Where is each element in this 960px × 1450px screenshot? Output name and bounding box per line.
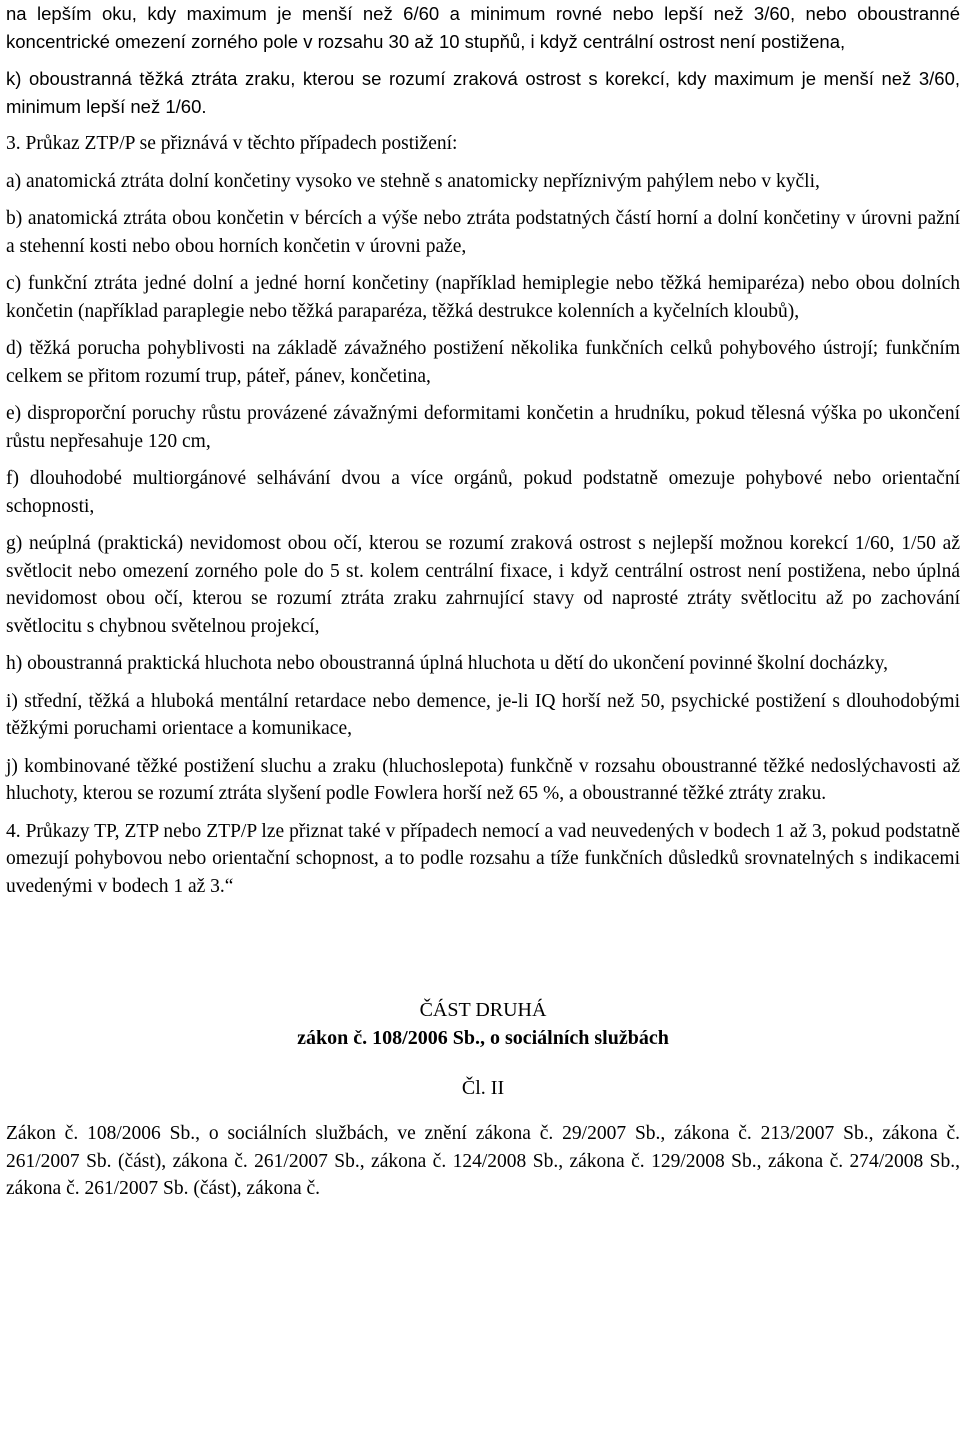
section-3-item-g: g) neúplná (praktická) nevidomost obou očí, kterou se rozumí zraková ostrost s nejlepší možnou korekcí 1/60, 1/50 až světlocit nebo omezení zorného pole do 5 st. kolem centrální fixace, i když centrální ostrost není postižena, nebo úplná nevidomost obou očí, kterou se rozumí ztráta zraku zahrnující stavy od naprosté ztráty světlocitu až po zachování světlocitu s chybnou světelnou projekcí,	[6, 533, 960, 637]
section-3-item-d: d) těžká porucha pohyblivosti na základě závažného postižení několika funkčních celků pohybového ústrojí; funkčním celkem se přitom rozumí trup, páteř, pánev, končetina,	[6, 338, 960, 387]
section-3-item-h: h) oboustranná praktická hluchota nebo oboustranná úplná hluchota u dětí do ukončení povinné školní docházky,	[6, 653, 888, 674]
section-3-item-j: j) kombinované těžké postižení sluchu a zraku (hluchoslepota) funkčně v rozsahu oboustranné těžké nedoslýchavosti až hluchoty, kterou se rozumí ztráta slyšení podle Fowlera horší než 65 %, a oboustranné těžké ztráty zraku.	[6, 755, 960, 804]
law-amendments-paragraph: Zákon č. 108/2006 Sb., o sociálních službách, ve znění zákona č. 29/2007 Sb., zákona č. 213/2007 Sb., zákona č. 261/2007 Sb. (část), zákona č. 261/2007 Sb., zákona č. 124/2008 Sb., zákona č. 129/2008 Sb., zákona č. 274/2008 Sb., zákona č. 261/2007 Sb. (část), zákona č.	[6, 1123, 960, 1199]
article-heading: Čl. II	[461, 1077, 505, 1099]
section-3-item-c: c) funkční ztráta jedné dolní a jedné horní končetiny (například hemiplegie nebo těžká hemiparéza) nebo obou dolních končetin (například paraplegie nebo těžká paraparéza, těžká destrukce kolenních a kyčelních kloubů),	[6, 273, 960, 322]
section-3-item-f: f) dlouhodobé multiorgánové selhávání dvou a více orgánů, pokud podstatně omezuje pohybové nebo orientační schopnosti,	[6, 468, 960, 517]
section-3-item-i: i) střední, těžká a hluboká mentální retardace nebo demence, je-li IQ horší než 50, psychické postižení s dlouhodobými těžkými poruchami orientace a komunikace,	[6, 690, 960, 739]
part-heading: ČÁST DRUHÁ	[419, 999, 547, 1021]
paragraph-item-k: k) oboustranná těžká ztráta zraku, kterou se rozumí zraková ostrost s korekcí, kdy maximum je menší než 3/60, minimum lepší než 1/60.	[6, 68, 960, 117]
section-4-paragraph: 4. Průkazy TP, ZTP nebo ZTP/P lze přiznat také v případech nemocí a vad neuvedených v bodech 1 až 3, pokud podstatně omezují pohybovou nebo orientační schopnost, a to podle rozsahu a tíže funkčních důsledků srovnatelných s indikacemi uvedenými v bodech 1 až 3.“	[6, 820, 960, 897]
section-3-intro: 3. Průkaz ZTP/P se přiznává v těchto případech postižení:	[6, 133, 458, 154]
paragraph-vision-continuation: na lepším oku, kdy maximum je menší než 6/60 a minimum rovné nebo lepší než 3/60, nebo oboustranné koncentrické omezení zorného pole v rozsahu 30 až 10 stupňů, i když centrální ostrost není postižena,	[6, 3, 960, 52]
section-3-item-b: b) anatomická ztráta obou končetin v bércích a výše nebo ztráta podstatných částí horní a dolní končetiny v úrovni pažní a stehenní kosti nebo obou horních končetin v úrovni paže,	[6, 208, 960, 257]
section-3-item-e: e) disproporční poruchy růstu provázené závažnými deformitami končetin a hrudníku, pokud tělesná výška po ukončení růstu nepřesahuje 120 cm,	[6, 403, 960, 452]
section-3-item-a: a) anatomická ztráta dolní končetiny vysoko ve stehně s anatomicky nepříznivým pahýlem nebo v kyčli,	[6, 170, 820, 192]
document-page	[6, 0, 960, 1203]
law-title: zákon č. 108/2006 Sb., o sociálních službách	[297, 1027, 669, 1049]
